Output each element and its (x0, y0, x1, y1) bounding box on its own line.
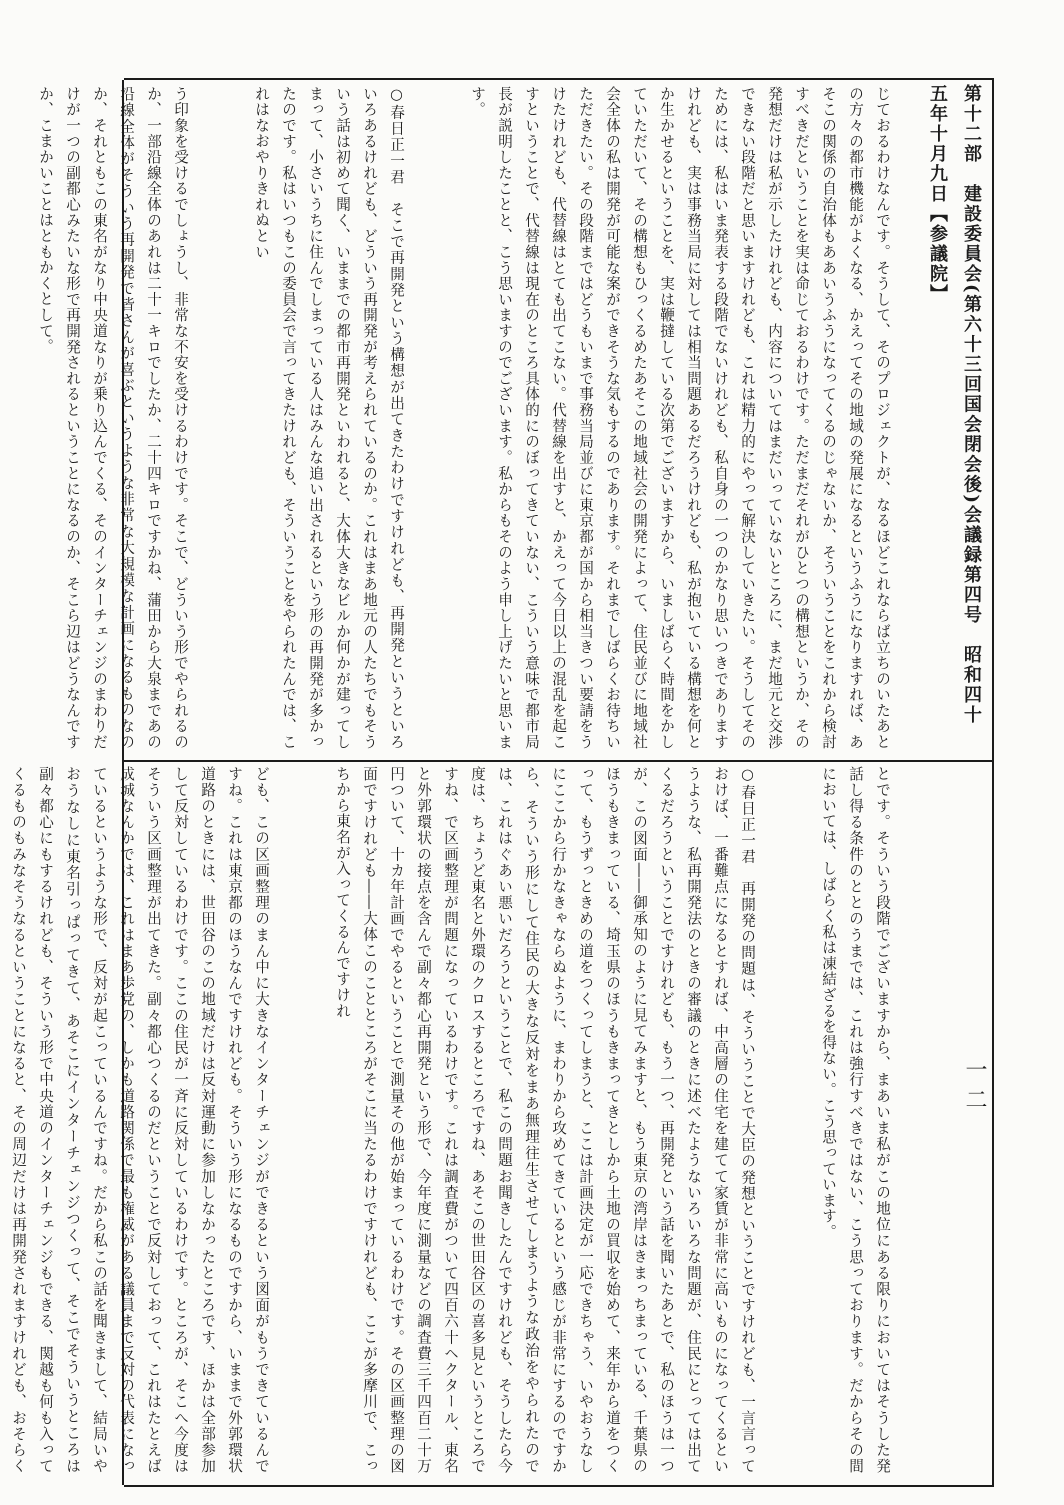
lower-text-block (10, 766, 950, 1474)
page-number: 一二 (962, 1058, 987, 1118)
lower-paragraph-3: ども、この区画整理のまん中に大きなインターチェンジができるという図面がもうできているんですね。これは東京都のほうなんですけれども。そういう形になるものですから、いままで外郭環状道路のときには、世田谷のこの地域だけは反対運動に参加しなかったところです、ほかは全部参加して反対しているわけです。ここの住民が一斉に反対しているわけです。ところが、そこへ今度はそういう区画整理が出てきた。副々都心つくるのだということで反対しておって、これはたとえば成城なんかでは、これはまあ歩党の、しかも道路関係で最も権威がある議員まで反対の代表になっているというような形で、反対が起こっているんですね。だから私この話を聞きまして、結局いやおうなしに東名引っぱってきて、あそこにインターチェンジつくって、そこでそういうところは副々都心にもするけれども、そういう形で中央道のインターチェンジもできる、関越も何も入ってくるものもみなそうなるということになると、その周辺だけは再開発されますけれども、おそらく (10, 766, 270, 1474)
frame-right-rule (992, 80, 994, 1485)
upper-paragraph-2: ○春日正一君 そこで再開発という構想が出てきたわけですけれども、再開発というといろいろあるけれども、どういう再開発が考えられているのか。これはまあ地元の人たちでもそういう話は初めて聞く、いままでの都市再開発といわれると、大体大きなビルか何かが建ってしまって、小さいうちに住んでしまっている人はみんな追い出されるという形の再開発が多かったのです。私はいつもこの委員会で言ってきたけれども、そういうことをやられたんでは、これはなおやりきれぬとい (253, 86, 405, 750)
upper-paragraph-3: う印象を受けるでしょうし、非常な不安を受けるわけです。そこで、どういう形でやられるのか、一部沿線全体のあれは二十一キロでしたか、二十四キロですかね、蒲田から大泉まであの沿線全体がそういう再開発で皆さんが喜ぶというような非常な大規模な計画になるものなのか、それともこの東名がなり中央道なりが乗り込んでくる、そのインターチェンジのまわりだけが一つの副都心みたいな形で再開発されるということになるのか、そこら辺はどうなんですか、こまかいことはともかくとして。 (37, 86, 189, 750)
lower-paragraph-2: ○春日正一君 再開発の問題は、そういうことで大臣の発想ということですけれども、一言言っておけば、一番難点になるとすれば、中高層の住宅を建てて家賃が非常に高いものになってくるというような、私再開発法のときの審議のときに述べたようないろいろな問題が、住民にとっては出てくるだろうということですけれども、もう一つ、再開発という話を聞いたあとで、私のほうは一つが、この図面――御承知のように見てみますと、もう東京の湾岸はきまっちまっている、千葉県のほうもきまっている、埼玉県のほうもきまってきとしから土地の買収を始めて、来年から道をつくって、もうずっときめの道をつくってしまうと、ここは計画決定が一応できちゃう、いやおうなしにここから行かなきゃならぬように、まわりから攻めてきているという感じが非常にするのですから、そういう形にして住民の大きな反対をまあ無理往生させてしまうような政治をやられたのでは、これはぐあい悪いだろうということで、私この問題お聞きしたんですけれども、そうしたら今度は、ちょうど東名と外環のクロスするところですね、あそこの世田谷区の喜多見というところですね、で区画整理が問題になっているわけです。これは調査費がついて四百六十ヘクタール、東名と外郭環状の接点を含んで副々都心再開発という形で、今年度に測量などの調査費三千四百二十万円ついて、十カ年計画でやるということで測量その他が始まっているわけです。その区画整理の図面ですけれども――大体このことところがそこに当たるわけですけれども、ここが多摩川で、こっちから東名が入ってくるんですけれ (334, 766, 756, 1474)
lower-paragraph-1: とです。そういう段階でございますから、まあいま私がこの地位にある限りにおいてはそうした発話し得る条件のととのうまでは、これは強行すべきではない、こう思っております。だからその間においては、しばらく私は凍結ざるを得ない。こう思っています。 (820, 766, 891, 1474)
upper-text-block (37, 86, 950, 750)
running-header: 第十二部 建設委員会(第六十三回国会閉会後)会議録第四号 昭和四十五年十月九日【参議院】 (927, 84, 982, 726)
upper-paragraph-1: じておるわけなんです。そうして、そのプロジェクトが、なるほどこれならば立ちのいたあとの方々の都市機能がよくなる、かえってその地域の発展になるというふうになりますれば、あそこの関係の自治体もああいうふうになってくるのじゃないか、そういうことをこれから検討すべきだということを実は命じておるわけです。ただまだそれがひとつの構想というか、その発想だけは私が示したけれども、内容についてはまだいっていないところに、まだ地元と交渉できない段階だと思いますけれども、これは精力的にやって解決していきたい。そうしてそのためには、私はいま発表する段階でないけれども、私自身の一つのかなり思いつきでありますけれども、実は事務当局に対しては相当問題あるだろうけれども、私が抱いている構想を何とか生かせるということを、実は鞭撻している次第でございますから、いましばらく時間をかしていただいて、その構想もひっくるめたあそこの地域社会の開発によって、住民並びに地域社会全体の私は開発が可能な案ができそうな気もするのであります。それまでしばらくお待ちいただきたい。その段階まではどうもいまで事務当局並びに東京都が国から相当きつい要請をうけたけれども、代替線はとても出てこない。代替線を出すと、かえって今日以上の混乱を起こすということで、代替線は現在のところ具体的にのぼってきていない、こういう意味で都市局長が説明したことと、こう思いますのでございます。私からもそのよう申し上げたいと思います。 (469, 86, 891, 750)
middle-rule (124, 760, 994, 762)
